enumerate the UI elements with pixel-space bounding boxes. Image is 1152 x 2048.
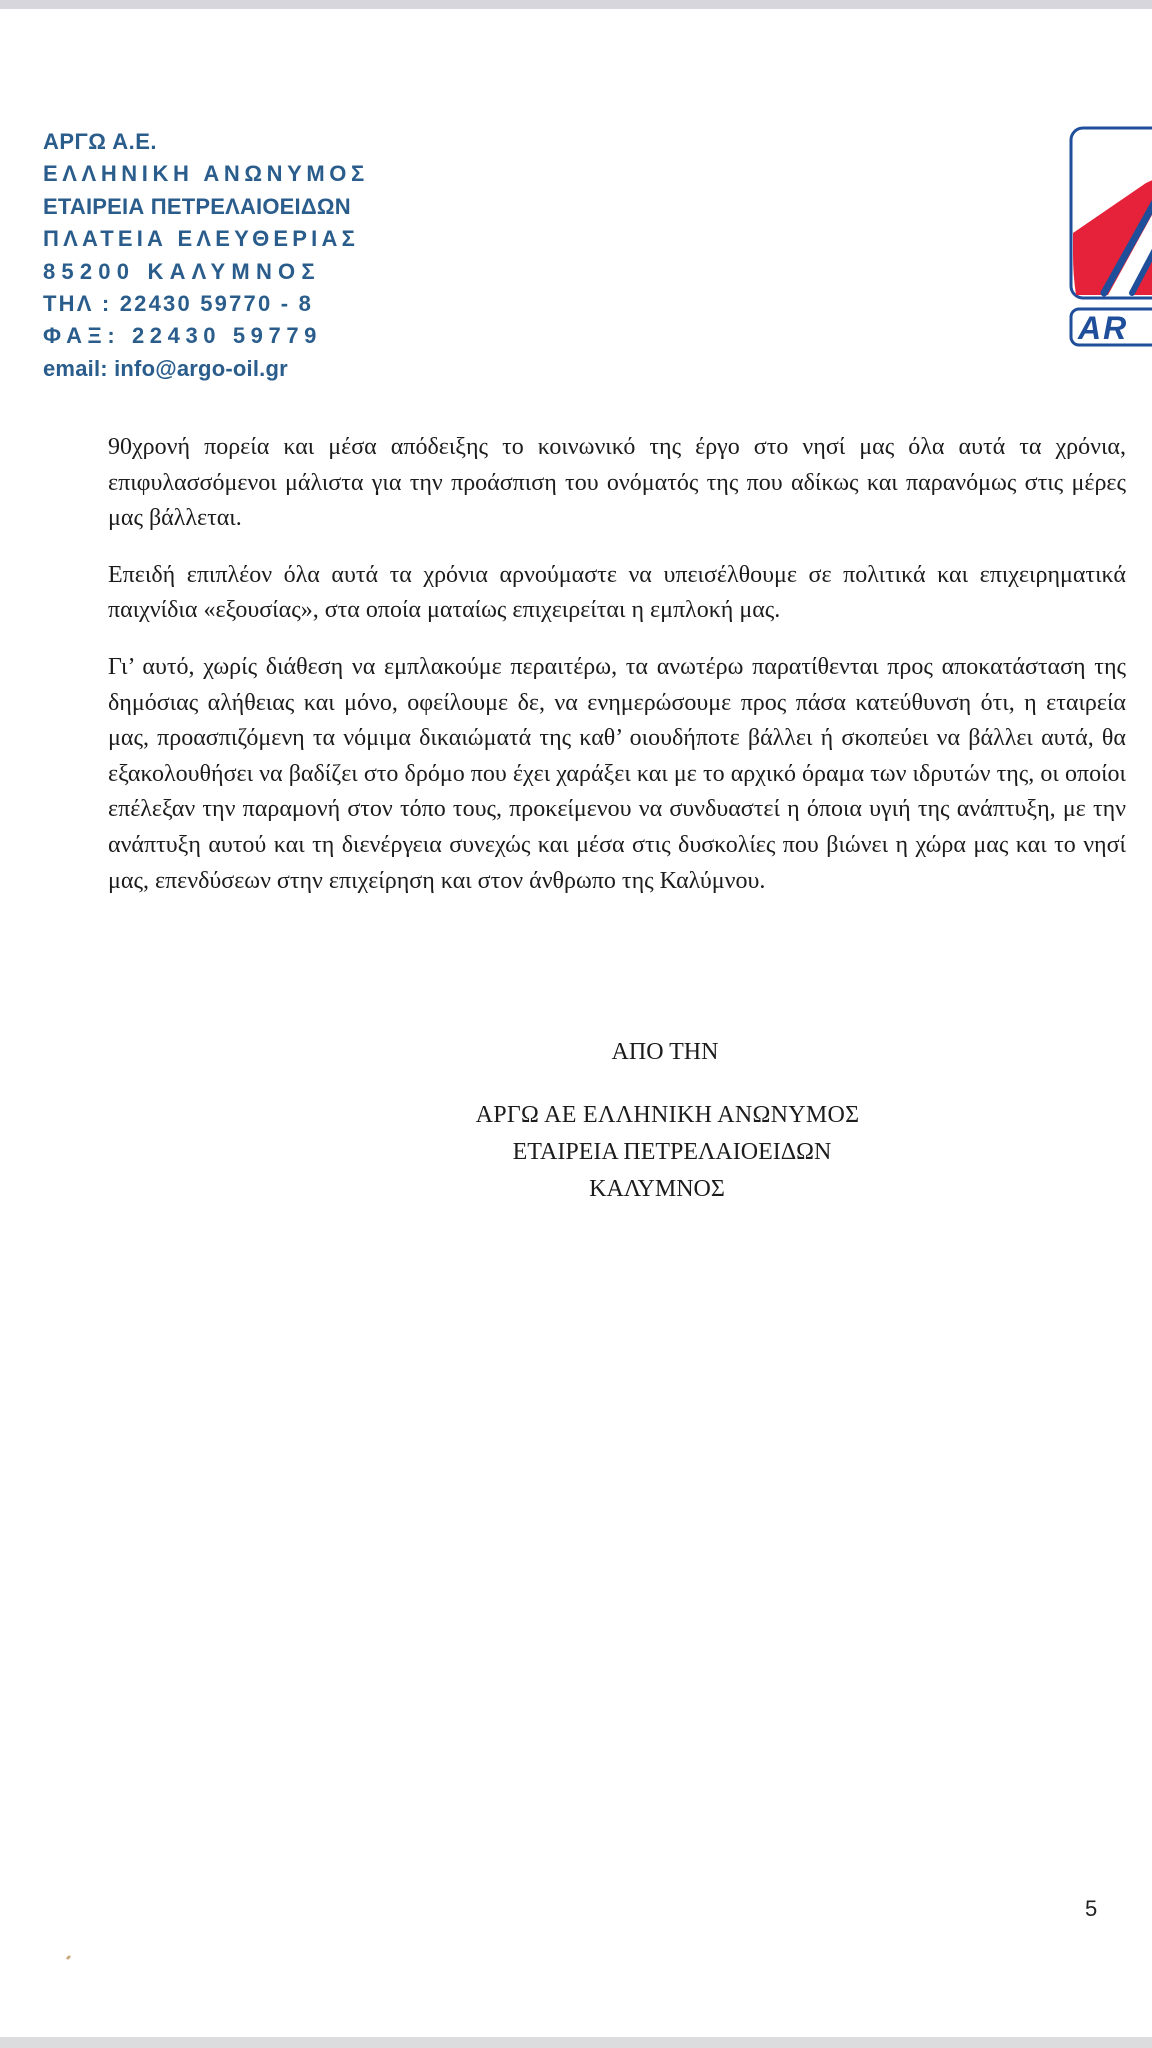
signature-from: ΑΠΟ ΤΗΝ xyxy=(611,1039,719,1065)
letterhead-city: 85200 ΚΑΛΥΜΝΟΣ xyxy=(43,258,321,284)
scan-bottom-edge xyxy=(0,2037,1152,2048)
logo-wordmark: AR xyxy=(1078,310,1129,346)
letterhead xyxy=(43,126,383,385)
scan-speck xyxy=(66,1955,72,1961)
signature-block xyxy=(380,1035,980,1208)
letterhead-phone: ΤΗΛ : 22430 59770 - 8 xyxy=(43,291,314,317)
letterhead-address: ΠΛΑΤΕΙΑ ΕΛΕΥΘΕΡΙΑΣ xyxy=(43,226,359,252)
page-number: 5 xyxy=(1085,1896,1098,1921)
signature-name-line: ΕΤΑΙΡΕΙΑ ΠΕΤΡΕΛΑΙΟΕΙΔΩΝ xyxy=(512,1139,832,1165)
scan-top-edge xyxy=(0,0,1152,9)
signature-name-line: ΑΡΓΩ ΑΕ ΕΛΛΗΝΙΚΗ ΑΝΩΝΥΜΟΣ xyxy=(475,1102,860,1128)
signature-name-line: ΚΑΛΥΜΝΟΣ xyxy=(589,1176,725,1202)
letterhead-description: ΕΤΑΙΡΕΙΑ ΠΕΤΡΕΛΑΙΟΕΙΔΩΝ xyxy=(43,193,351,219)
letter-body xyxy=(108,430,1126,899)
letterhead-fax: ΦΑΞ: 22430 59779 xyxy=(43,323,323,349)
body-paragraph: 90χρονή πορεία και μέσα απόδειξης το κοινωνικό της έργο στο νησί μας όλα αυτά τα χρόνια, επιφυλασσόμενοι μάλιστα για την προάσπιση του ονόματός της που αδίκως και παρανόμως στις μέρες μας βάλλεται. xyxy=(108,434,1126,532)
body-paragraph: Επειδή επιπλέον όλα αυτά τα χρόνια αρνούμαστε να υπεισέλθουμε σε πολιτικά και επιχειρηματικά παιχνίδια «εξουσίας», στα οποία ματαίως επιχειρείται η εμπλοκή μας. xyxy=(108,561,1126,624)
letterhead-company-type: ΕΛΛΗΝΙΚΗ ΑΝΩΝΥΜΟΣ xyxy=(43,161,369,187)
body-paragraph: Γι’ αυτό, χωρίς διάθεση να εμπλακούμε περαιτέρω, τα ανωτέρω παρατίθενται προς αποκατάσταση της δημόσιας αλήθειας και μόνο, οφείλουμε δε, να ενημερώσουμε προς πάσα κατεύθυνση ότι, η εταιρεία μας, προασπιζόμενη τα νόμιμα δικαιώματά της καθ’ οιουδήποτε βάλλει ή σκοπεύει να βάλλει αυτά, θα εξακολουθήσει να βαδίζει στο δρόμο που έχει χαράξει και με το αρχικό όραμα των ιδρυτών της, οι οποίοι επέλεξαν την παραμονή στον τόπο τους, προκείμενου να συνδυαστεί η όποια υγιή της ανάπτυξη, με την ανάπτυξη αυτού και τη διενέργεια συνεχώς και μέσα στις δυσκολίες που βιώνει η χώρα μας και το νησί μας, επενδύσεων στην επιχείρηση και στον άνθρωπο της Καλύμνου. xyxy=(108,653,1126,894)
letterhead-company-name: ΑΡΓΩ Α.Ε. xyxy=(43,129,158,154)
argo-logo-icon xyxy=(1068,125,1152,350)
letterhead-email: email: info@argo-oil.gr xyxy=(43,355,288,381)
